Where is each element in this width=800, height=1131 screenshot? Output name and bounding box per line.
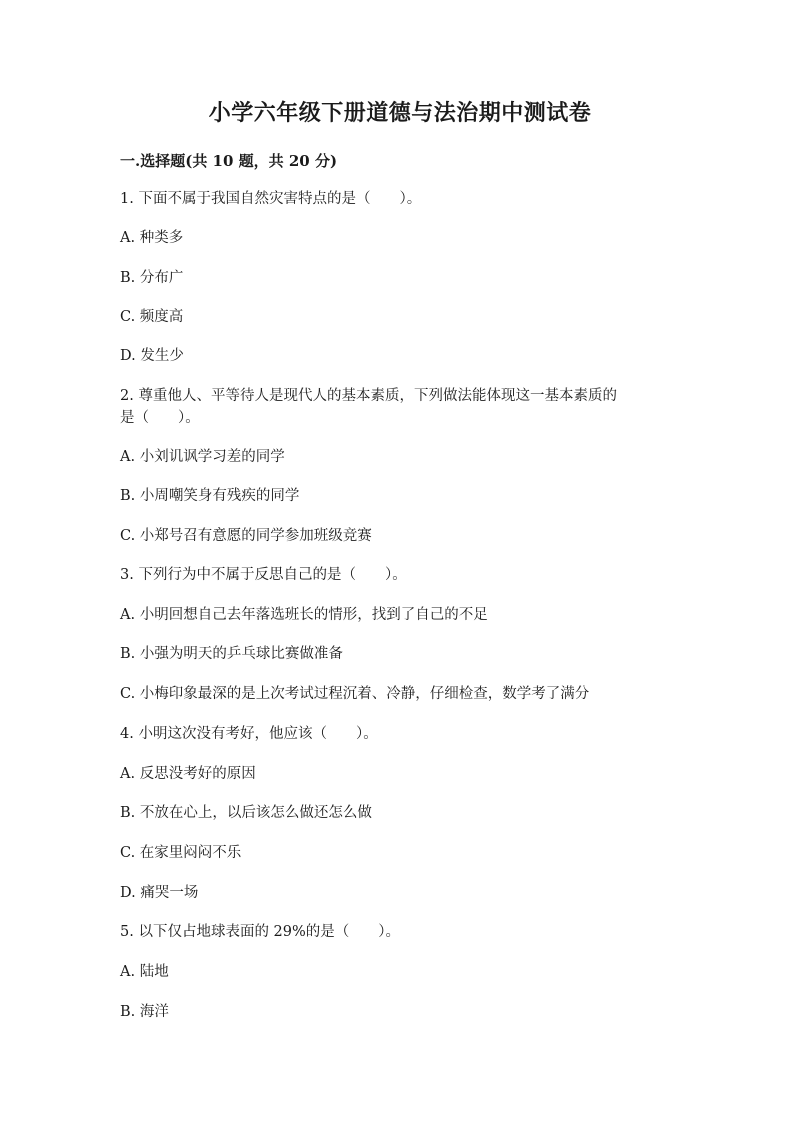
- question-3-option-c: C. 小梅印象最深的是上次考试过程沉着、冷静，仔细检查，数学考了满分: [120, 686, 590, 702]
- question-5-option-b: B. 海洋: [120, 1004, 169, 1020]
- question-3-option-a: A. 小明回想自己去年落选班长的情形，找到了自己的不足: [120, 607, 488, 623]
- question-1-option-c: C. 频度高: [120, 309, 184, 325]
- question-5-option-a: A. 陆地: [120, 964, 169, 980]
- question-1-stem: 1. 下面不属于我国自然灾害特点的是（ ）。: [120, 191, 422, 207]
- question-1-option-b: B. 分布广: [120, 270, 184, 286]
- question-3-stem: 3. 下列行为中不属于反思自己的是（ ）。: [120, 567, 407, 583]
- question-2-stem-line1: 2. 尊重他人、平等待人是现代人的基本素质，下列做法能体现这一基本素质的: [120, 388, 617, 404]
- question-3-option-b: B. 小强为明天的乒乓球比赛做准备: [120, 646, 343, 662]
- question-4-option-b: B. 不放在心上，以后该怎么做还怎么做: [120, 805, 372, 821]
- question-4-option-c: C. 在家里闷闷不乐: [120, 845, 242, 861]
- section-header: 一.选择题(共 10 题，共 20 分): [120, 152, 338, 170]
- question-2-option-c: C. 小郑号召有意愿的同学参加班级竞赛: [120, 528, 372, 544]
- question-1-option-d: D. 发生少: [120, 348, 184, 364]
- question-4-option-a: A. 反思没考好的原因: [120, 766, 256, 782]
- question-2-stem-line2: 是（ ）。: [120, 410, 200, 426]
- question-5-stem: 5. 以下仅占地球表面的 29%的是（ ）。: [120, 924, 401, 940]
- question-4-option-d: D. 痛哭一场: [120, 885, 199, 901]
- question-1-option-a: A. 种类多: [120, 230, 184, 246]
- question-2-option-b: B. 小周嘲笑身有残疾的同学: [120, 488, 300, 504]
- page-title: 小学六年级下册道德与法治期中测试卷: [208, 100, 592, 126]
- question-2-option-a: A. 小刘讥讽学习差的同学: [120, 449, 285, 465]
- question-4-stem: 4. 小明这次没有考好，他应该（ ）。: [120, 726, 378, 742]
